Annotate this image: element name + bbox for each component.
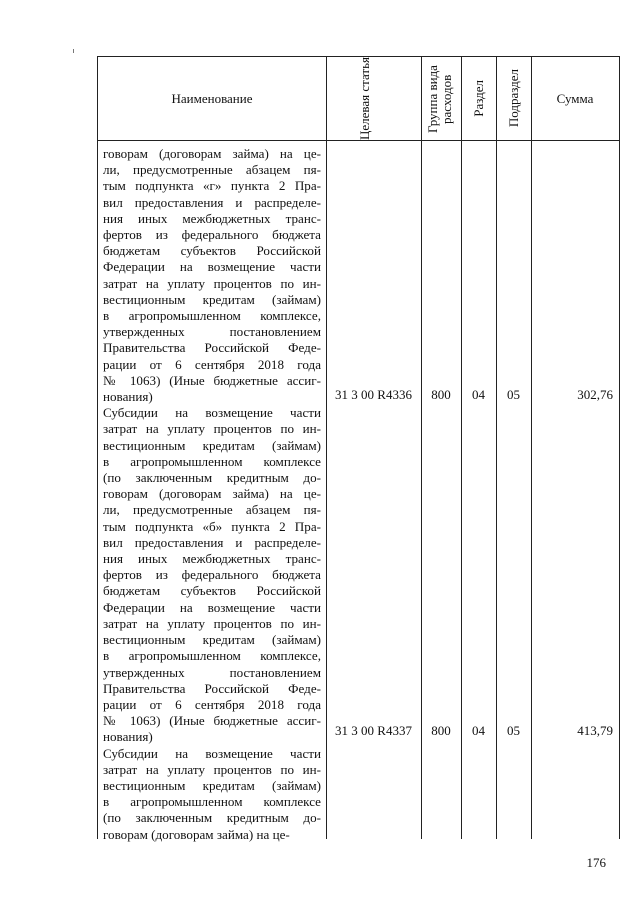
name-line: (по заключенным кредитным до- (103, 470, 321, 486)
row-2-group: 800 (431, 723, 451, 738)
name-line: тым подпункта «б» пункта 2 Пра- (103, 518, 321, 534)
header-target (326, 57, 421, 140)
row-1-section: 04 (472, 387, 485, 402)
row-2-sum: 413,79 (577, 723, 613, 738)
name-line: ли, предусмотренные абзацем пя- (103, 502, 321, 518)
name-line: затрат на уплату процентов по ин- (103, 761, 321, 777)
name-line: (по заключенным кредитным до- (103, 810, 321, 826)
name-line: Правительства Российской Феде- (103, 340, 321, 356)
header-sum (531, 57, 619, 140)
row-1-target: 31 3 00 R4336 (335, 387, 412, 402)
name-line: в агропромышленном комплексе, (103, 648, 321, 664)
name-line: нования) (103, 729, 153, 745)
name-line: вестиционным кредитам (займам) (103, 437, 321, 453)
name-line: вестиционным кредитам (займам) (103, 291, 321, 307)
name-line: фертов из федерального бюджета (103, 227, 321, 243)
name-line: затрат на уплату процентов по ин- (103, 275, 321, 291)
budget-table (97, 56, 620, 842)
name-line: говорам (договорам займа) на це- (103, 826, 290, 842)
name-line: бюджетам субъектов Российской (103, 243, 321, 259)
name-line: в агропромышленном комплексе (103, 453, 321, 469)
name-line: затрат на уплату процентов по ин- (103, 615, 321, 631)
column-divider (326, 57, 327, 839)
header-subsection (496, 57, 531, 140)
name-line: фертов из федерального бюджета (103, 567, 321, 583)
column-divider (531, 57, 532, 839)
header-section-label: Раздел (470, 80, 486, 117)
name-line: затрат на уплату процентов по ин- (103, 421, 321, 437)
name-line: ния иных межбюджетных транс- (103, 551, 321, 567)
header-target-label: Целевая статья (356, 56, 372, 140)
name-line: нования) (103, 389, 153, 405)
row-name-text (103, 146, 321, 843)
header-name-label: Наименование (171, 90, 253, 106)
name-line: говорам (договорам займа) на це- (103, 486, 321, 502)
header-divider (98, 140, 619, 141)
name-line: вил предоставления и распределе- (103, 534, 321, 550)
name-line: вестиционным кредитам (займам) (103, 777, 321, 793)
name-line: № 1063) (Иные бюджетные ассиг- (103, 713, 321, 729)
name-line: тым подпункта «г» пункта 2 Пра- (103, 178, 321, 194)
column-divider (496, 57, 497, 839)
name-line: Федерации на возмещение части (103, 259, 321, 275)
name-line: ли, предусмотренные абзацем пя- (103, 162, 321, 178)
header-sum-label: Сумма (556, 90, 594, 106)
name-line: Правительства Российской Феде- (103, 680, 321, 696)
name-line: № 1063) (Иные бюджетные ассиг- (103, 372, 321, 388)
name-line: в агропромышленном комплексе (103, 794, 321, 810)
name-line: Федерации на возмещение части (103, 599, 321, 615)
row-1-group: 800 (431, 387, 451, 402)
name-line: рации от 6 сентября 2018 года (103, 696, 321, 712)
name-line: Субсидии на возмещение части (103, 405, 321, 421)
header-group (421, 57, 461, 140)
row-2-subsection: 05 (507, 723, 520, 738)
scan-mark (73, 49, 74, 53)
row-1-sum: 302,76 (577, 387, 613, 402)
name-line: Субсидии на возмещение части (103, 745, 321, 761)
name-line: бюджетам субъектов Российской (103, 583, 321, 599)
name-line: утвержденных постановлением (103, 664, 321, 680)
name-line: говорам (договорам займа) на це- (103, 146, 321, 161)
name-line: ния иных межбюджетных транс- (103, 210, 321, 226)
name-line: рации от 6 сентября 2018 года (103, 356, 321, 372)
name-line: в агропромышленном комплексе, (103, 308, 321, 324)
name-line: вил предоставления и распределе- (103, 194, 321, 210)
header-group-label: Группа вида расходов (425, 64, 454, 133)
column-divider (421, 57, 422, 839)
header-subsection-label: Подраздел (505, 69, 521, 128)
column-divider (461, 57, 462, 839)
row-1-subsection: 05 (507, 387, 520, 402)
row-2-section: 04 (472, 723, 485, 738)
page-number: 176 (586, 855, 606, 870)
name-line: утвержденных постановлением (103, 324, 321, 340)
name-line: вестиционным кредитам (займам) (103, 632, 321, 648)
header-section (461, 57, 496, 140)
header-name (98, 57, 326, 140)
row-2-target: 31 3 00 R4337 (335, 723, 412, 738)
